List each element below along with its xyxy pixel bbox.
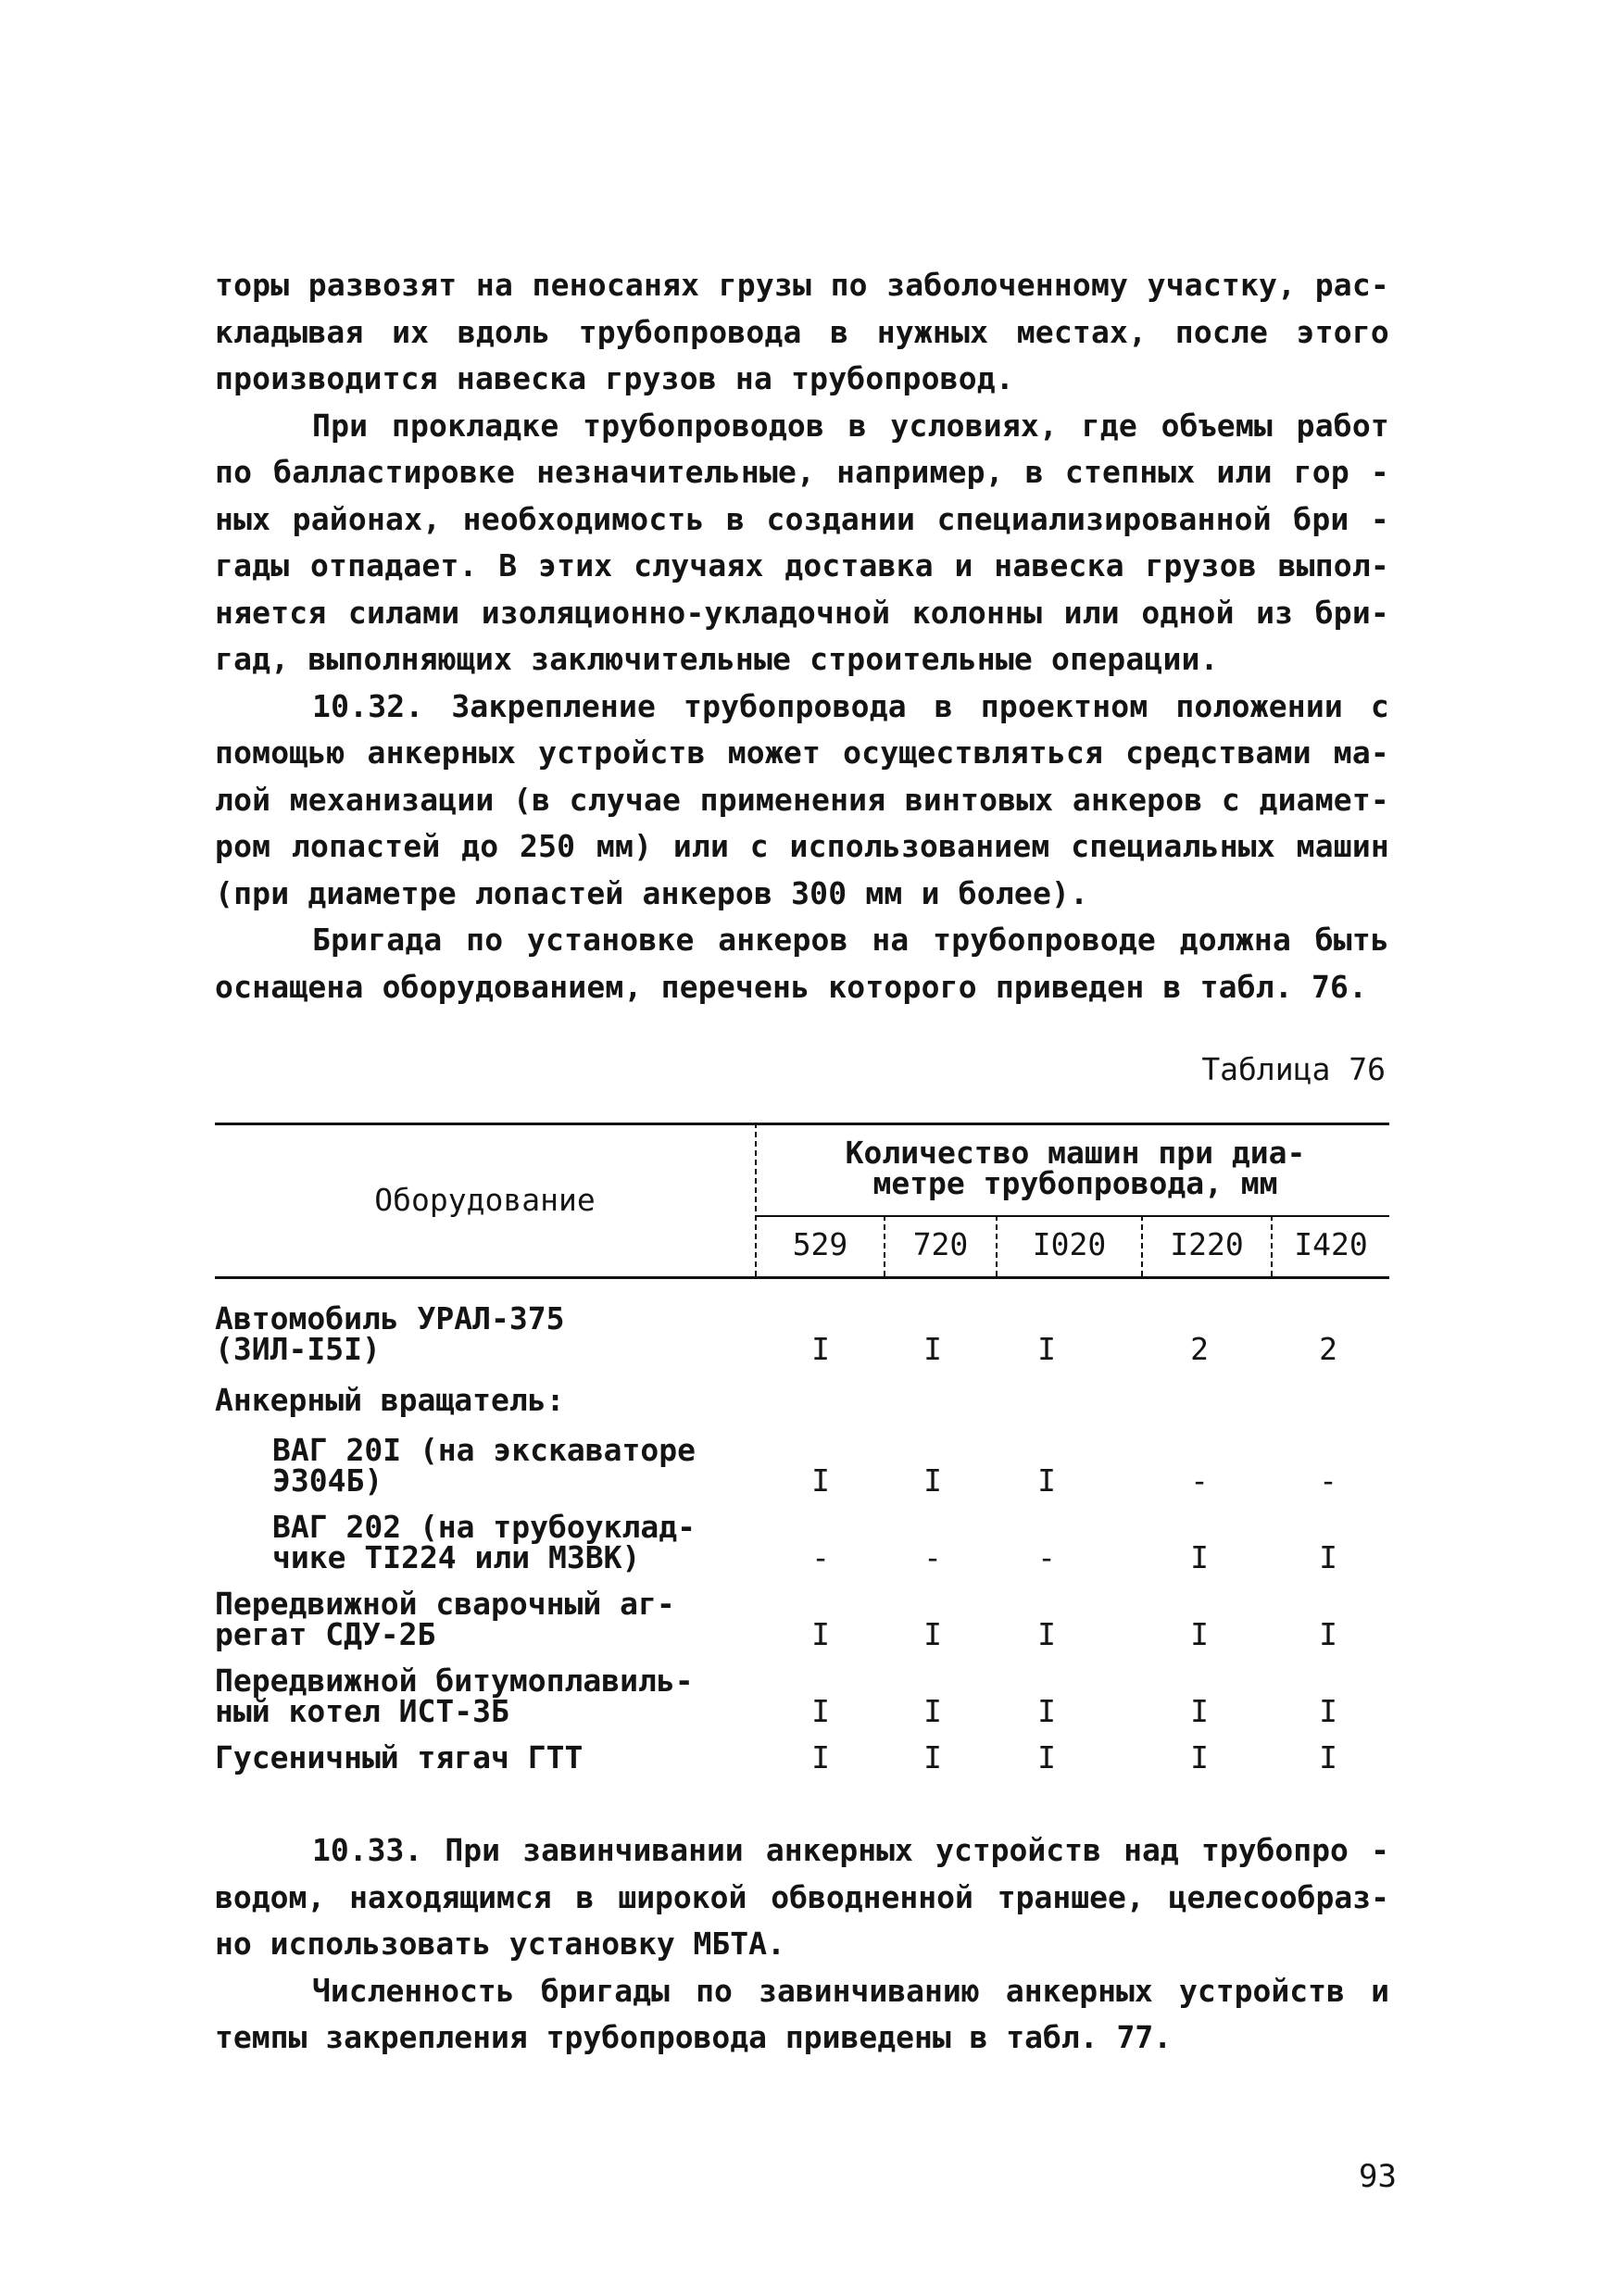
- row-equipment-name: [215, 1382, 734, 1418]
- row-value: I: [923, 1739, 942, 1775]
- row-equipment-name: [272, 1509, 791, 1575]
- text-line: оснащена оборудованием, перечень которого приведен в табл. 76.: [215, 968, 1368, 1005]
- text-line: кладывая их вдоль трубопровода в нужных местах, после этого: [215, 313, 1389, 350]
- text-line: (при диаметре лопастей анкеров 300 мм и более).: [215, 874, 1089, 911]
- row-value: I: [1319, 1693, 1337, 1729]
- text-line: водом, находящимся в широкой обводненной траншее, целесообраз-: [215, 1878, 1389, 1915]
- text-line: Численность бригады по завинчиванию анкерных устройств и: [312, 1972, 1389, 2009]
- row-name-line: ВАГ 20I (на экскаваторе: [272, 1432, 696, 1468]
- row-value: I: [1037, 1739, 1056, 1775]
- row-value: I: [1190, 1616, 1209, 1652]
- row-name-line: (ЗИЛ-I5I): [215, 1331, 381, 1367]
- text-line: 10.33. При завинчивании анкерных устройств над трубопро -: [312, 1832, 1389, 1868]
- text-bottom: [215, 1827, 1389, 2062]
- row-value: I: [923, 1331, 942, 1367]
- header-col-1420: I420: [1294, 1226, 1368, 1262]
- text-line: гад, выполняющих заключительные строительные операции.: [215, 641, 1219, 677]
- row-value: -: [1190, 1462, 1209, 1499]
- row-name-line: Передвижной битумоплавиль-: [215, 1662, 694, 1699]
- row-value: I: [1037, 1616, 1056, 1652]
- row-value: -: [923, 1539, 942, 1575]
- header-col-1220: I220: [1170, 1226, 1244, 1262]
- text-line: темпы закрепления трубопровода приведены в табл. 77.: [215, 2019, 1173, 2055]
- row-value: I: [1037, 1331, 1056, 1367]
- text-line: При прокладке трубопроводов в условиях, где объемы работ: [312, 407, 1389, 444]
- row-value: I: [1190, 1739, 1209, 1775]
- row-name-line: Э304Б): [272, 1462, 383, 1499]
- row-value: 2: [1319, 1331, 1337, 1367]
- row-value: I: [1319, 1539, 1337, 1575]
- row-name-line: чике ТI224 или МЗВК): [272, 1539, 641, 1575]
- row-equipment-name: [272, 1432, 791, 1499]
- text-line: но использовать установку МБТА.: [215, 1926, 785, 1962]
- row-name-line: регат СДУ-2Б: [215, 1616, 436, 1652]
- row-value: I: [1037, 1693, 1056, 1729]
- row-equipment-name: [215, 1300, 734, 1367]
- text-line: помощью анкерных устройств может осуществляться средствами ма-: [215, 734, 1389, 771]
- row-equipment-name: [215, 1739, 734, 1775]
- header-col-1020: I020: [1032, 1226, 1107, 1262]
- header-machine-count: [761, 1135, 1389, 1201]
- row-value: I: [1319, 1739, 1337, 1775]
- text-line: гады отпадает. В этих случаях доставка и навеска грузов выпол-: [215, 547, 1389, 583]
- row-value: I: [1037, 1462, 1056, 1499]
- header-col-529: 529: [792, 1226, 848, 1262]
- text-line: ром лопастей до 250 мм) или с использованием специальных машин: [215, 828, 1389, 864]
- row-name-line: Передвижной сварочный аг-: [215, 1586, 675, 1622]
- text-line: лой механизации (в случае применения винтовых анкеров с диамет-: [215, 781, 1389, 818]
- row-equipment-name: [215, 1588, 734, 1650]
- row-value: -: [811, 1539, 830, 1575]
- row-value: I: [923, 1616, 942, 1652]
- row-value: -: [1319, 1462, 1337, 1499]
- table-rule-bottom: [215, 1276, 1389, 1279]
- text-line: Бригада по установке анкеров на трубопроводе должна быть: [312, 922, 1389, 958]
- row-name-line: Автомобиль УРАЛ-375: [215, 1300, 565, 1336]
- header-equipment: Оборудование: [374, 1181, 596, 1218]
- row-value: I: [1319, 1616, 1337, 1652]
- header-col-720: 720: [912, 1226, 969, 1262]
- row-equipment-name: [215, 1662, 734, 1729]
- text-line: по балластировке незначительные, например, в степных или гор -: [215, 454, 1389, 490]
- table-caption: Таблица 76: [1201, 1051, 1386, 1087]
- row-value: 2: [1190, 1331, 1209, 1367]
- row-value: I: [811, 1462, 830, 1499]
- text-top: [215, 262, 1389, 1010]
- row-value: I: [811, 1693, 830, 1729]
- text-line: производится навеска грузов на трубопровод.: [215, 360, 1014, 396]
- row-value: I: [1190, 1539, 1209, 1575]
- text-line: ных районах, необходимость в создании специализированной бри -: [215, 500, 1389, 537]
- text-line: 10.32. Закрепление трубопровода в проектном положении с: [312, 687, 1389, 724]
- row-name-line: Анкерный вращатель:: [215, 1382, 565, 1418]
- row-value: I: [923, 1462, 942, 1499]
- header-subdivider: [755, 1215, 1389, 1217]
- row-value: I: [1190, 1693, 1209, 1729]
- page-number: 93: [1359, 2158, 1397, 2195]
- row-name-line: ный котел ИСТ-3Б: [215, 1693, 509, 1729]
- row-name-line: Гусеничный тягач ГТТ: [215, 1739, 584, 1775]
- row-value: I: [811, 1739, 830, 1775]
- row-name-line: ВАГ 202 (на трубоуклад-: [272, 1509, 696, 1545]
- row-value: I: [811, 1616, 830, 1652]
- text-line: няется силами изоляционно-укладочной колонны или одной из бри-: [215, 594, 1389, 631]
- row-value: I: [811, 1331, 830, 1367]
- text-line: торы развозят на пеносанях грузы по заболоченному участку, рас-: [215, 267, 1389, 303]
- header-machine-count-line: метре трубопровода, мм: [872, 1165, 1278, 1201]
- header-machine-count-line: Количество машин при диа-: [845, 1135, 1306, 1171]
- row-value: I: [923, 1693, 942, 1729]
- row-value: -: [1037, 1539, 1056, 1575]
